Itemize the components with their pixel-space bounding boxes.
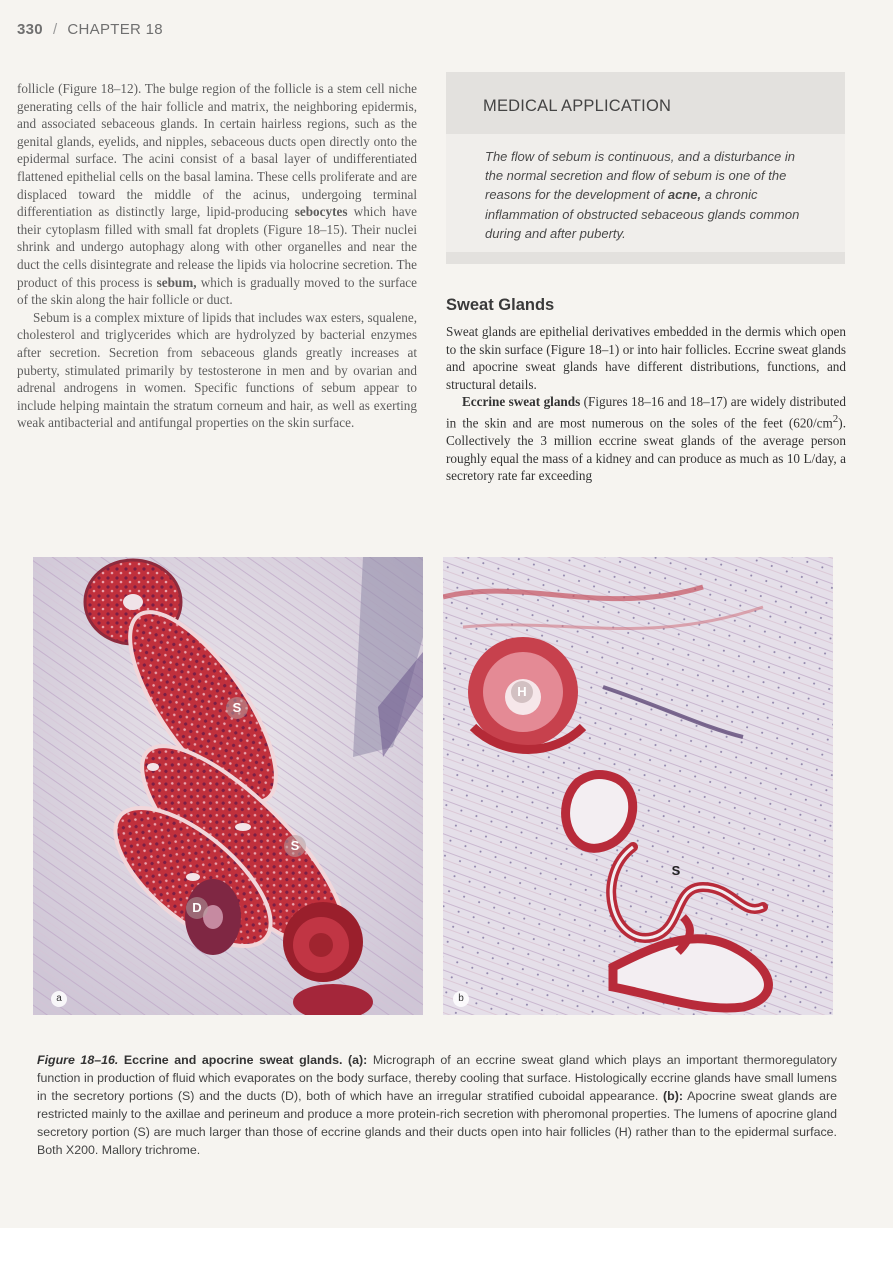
superscript: 2	[832, 412, 839, 425]
section-heading: Sweat Glands	[446, 296, 555, 314]
term-eccrine-sweat-glands: Eccrine sweat glands	[462, 394, 581, 410]
label-hair-follicle: H	[511, 681, 533, 703]
paragraph-sebaceous-glands	[17, 80, 417, 309]
caption-text-b: Apocrine sweat glands are restricted mainly to the axillae and perineum and produce a more protein-rich secretion with pheromonal properties. The lumens of apocrine gland secretory portion (S) are much larger than those of eccrine glands and their ducts open into hair follicles (H) rather than to the epidermal surface. Both X200. Mallory trichrome.	[37, 1089, 837, 1157]
text-run: a chronic inflammation of obstructed sebaceous glands common during and after puberty.	[485, 187, 800, 241]
medical-application-title: MEDICAL APPLICATION	[483, 97, 672, 115]
bottom-margin	[0, 1228, 893, 1263]
page-number: 330	[17, 21, 43, 38]
medical-application-body	[485, 147, 810, 243]
term-sebocytes: sebocytes	[294, 204, 348, 220]
label-secretory-portion: S	[671, 863, 681, 878]
panel-letter-a: a	[51, 991, 67, 1007]
medical-application-footer-bar	[446, 252, 845, 264]
running-head	[17, 21, 163, 38]
label-secretory-portion: S	[284, 835, 306, 857]
paragraph-eccrine	[446, 393, 846, 484]
text-run: ). Collectively the 3 million eccrine sweat glands of the average person roughly equal the mass of a kidney and can produce as much as 10 L/day, a secretory rate far exceeding	[446, 415, 846, 484]
figure-caption	[37, 1051, 837, 1159]
term-acne: acne,	[667, 187, 702, 203]
text-run: The flow of sebum is continuous, and a disturbance in the normal secretion and flow of sebum is one of the reasons for the development of	[485, 149, 796, 203]
right-column-text	[446, 323, 846, 485]
medical-application-box	[446, 72, 845, 264]
apocrine-micrograph-image	[443, 557, 833, 1015]
term-sebum: sebum,	[156, 274, 197, 290]
paragraph-sweat-glands-intro: Sweat glands are epithelial derivatives embedded in the dermis which open to the skin surface (Figure 18–1) or into hair follicles. Eccrine sweat glands and apocrine sweat glands have different distributions, functions, and structural details.	[446, 324, 846, 392]
text-run: follicle (Figure 18–12). The bulge region of the follicle is a stem cell niche generating cells of the hair follicle and matrix, the neighboring epidermis, and associated sebaceous glands. In certain hairless regions, such as the genital glands, eyelids, and nipples, sebaceous ducts open directly onto the epidermal surface. The acini consist of a basal layer of undifferentiated flattened epithelial cells on the basal lamina. These cells proliferate and are displaced toward the middle of the acinus, undergoing terminal differentiation as distinctly large, lipid-producing	[17, 81, 417, 220]
label-secretory-portion: S	[226, 697, 248, 719]
eccrine-micrograph-image	[33, 557, 423, 1015]
running-head-separator: /	[52, 21, 58, 38]
micrograph-panel-b	[443, 557, 833, 1015]
caption-tag-a: (a):	[342, 1053, 368, 1067]
figure-title: Eccrine and apocrine sweat glands.	[118, 1053, 343, 1067]
figure-number: Figure 18–16.	[37, 1053, 119, 1067]
text-run: which is gradually moved to the surface of the skin along the hair follicle or duct.	[17, 274, 418, 308]
panel-letter-b: b	[453, 991, 469, 1007]
text-run: which have their cytoplasm filled with small fat droplets (Figure 18–15). Their nuclei shrink and undergo autophagy along with other organelles and near the duct the cells disintegrate and release the lipids via holocrine secretion. The product of this process is	[17, 204, 418, 290]
left-column-text	[17, 80, 417, 432]
chapter-label: CHAPTER 18	[67, 21, 163, 38]
micrograph-panel-a	[33, 557, 423, 1015]
medical-application-header	[446, 72, 845, 134]
text-run: (Figures 18–16 and 18–17) are widely distributed in the skin and are most numerous on the soles of the feet (620/cm	[446, 394, 846, 431]
paragraph-sebum: Sebum is a complex mixture of lipids that includes wax esters, squalene, cholesterol and triglycerides which are hydrolyzed by bacterial enzymes after secretion. Secretion from sebaceous glands greatly increases at puberty, stimulated primarily by testosterone in men and by ovarian and adrenal androgens in women. Specific functions of sebum appear to include helping maintain the stratum corneum and hair, as well as exerting weak antibacterial and antifungal properties on the skin surface.	[17, 309, 417, 431]
caption-tag-b: (b):	[658, 1089, 684, 1103]
label-duct: D	[186, 897, 208, 919]
caption-text-a: Micrograph of an eccrine sweat gland which plays an important thermoregulatory function in production of fluid which evaporates on the body surface, thereby cooling that surface. Histologically eccrine glands have small lumens in the secretory portions (S) and the ducts (D), both of which have an irregular stratified cuboidal appearance.	[37, 1053, 837, 1103]
